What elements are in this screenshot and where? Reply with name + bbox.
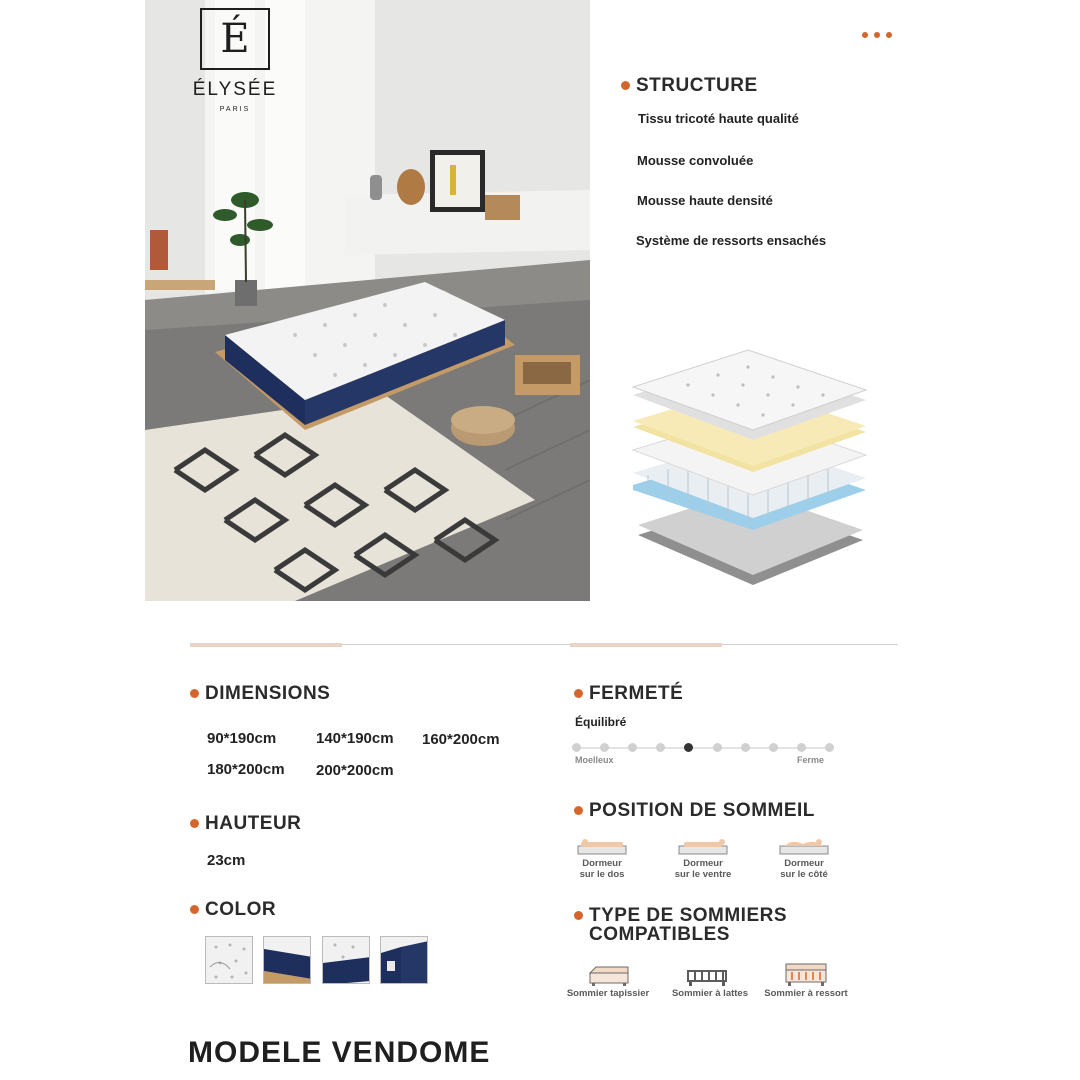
swatch-navy-edge [381, 937, 428, 984]
bullet-dot-icon [190, 905, 199, 914]
dimension-size: 140*190cm [316, 730, 394, 747]
swatch-navy-side [323, 937, 370, 984]
sommier-caption: Sommier à lattes [671, 988, 749, 999]
bullet-dot-icon [574, 689, 583, 698]
dimension-size: 200*200cm [316, 762, 394, 779]
color-swatch[interactable] [322, 936, 370, 984]
brand-city: PARIS [219, 106, 251, 113]
firmness-step [825, 743, 834, 752]
bullet-dot-icon [190, 819, 199, 828]
sleep-caption-side: Dormeur sur le côté [780, 858, 828, 880]
firmness-step [741, 743, 750, 752]
logo-monogram: É [220, 16, 250, 62]
swatch-knit-white [206, 937, 253, 984]
structure-item: Tissu tricoté haute qualité [638, 111, 799, 126]
bullet-dot-icon [574, 911, 583, 920]
fermete-value: Équilibré [575, 715, 627, 729]
color-swatch[interactable] [380, 936, 428, 984]
color-swatch[interactable] [263, 936, 311, 984]
sleep-position-heading: POSITION DE SOMMEIL [574, 800, 815, 822]
structure-item: Mousse convoluée [637, 153, 754, 168]
logo-monogram-box [200, 8, 270, 70]
sommier-caption: Sommier à ressort [764, 988, 848, 999]
mattress-layers-diagram [628, 345, 873, 595]
hauteur-heading: HAUTEUR [190, 813, 301, 835]
model-title: MODELE VENDOME [188, 1036, 491, 1069]
bullet-dot-icon [621, 81, 630, 90]
brand-logo [185, 8, 285, 113]
bullet-dot-icon [190, 689, 199, 698]
color-heading: COLOR [190, 899, 276, 921]
firmness-step [797, 743, 806, 752]
firmness-step [600, 743, 609, 752]
firmness-min-label: Moelleux [575, 755, 614, 765]
brand-name: ÉLYSÉE [192, 79, 278, 100]
firmness-step [713, 743, 722, 752]
menu-dots-icon [862, 32, 896, 40]
structure-item: Mousse haute densité [637, 193, 773, 208]
divider-accent [190, 643, 342, 647]
divider-accent [570, 643, 722, 647]
structure-item: Système de ressorts ensachés [636, 233, 827, 248]
swatch-navy-corner [264, 937, 311, 984]
color-swatch[interactable] [205, 936, 253, 984]
dimension-size: 160*200cm [422, 731, 500, 748]
sommier-caption: Sommier tapissier [566, 988, 650, 999]
sleep-caption-stomach: Dormeur sur le ventre [674, 858, 732, 880]
bullet-dot-icon [574, 806, 583, 815]
hauteur-value: 23cm [207, 852, 246, 869]
dimensions-heading: DIMENSIONS [190, 683, 330, 705]
firmness-step [656, 743, 665, 752]
fermete-heading: FERMETÉ [574, 683, 683, 705]
sommiers-heading: TYPE DE SOMMIERS [574, 905, 787, 927]
firmness-step [769, 743, 778, 752]
sleep-caption-back: Dormeur sur le dos [579, 858, 625, 880]
hero-bedroom-photo [145, 0, 590, 601]
firmness-step-selected [684, 743, 693, 752]
sommiers-heading-line2: COMPATIBLES [589, 924, 730, 945]
structure-heading: STRUCTURE [621, 75, 758, 97]
dimension-size: 180*200cm [207, 761, 285, 778]
firmness-step [572, 743, 581, 752]
dimension-size: 90*190cm [207, 730, 277, 747]
firmness-scale-track [577, 747, 830, 749]
firmness-max-label: Ferme [797, 755, 825, 765]
firmness-step [628, 743, 637, 752]
